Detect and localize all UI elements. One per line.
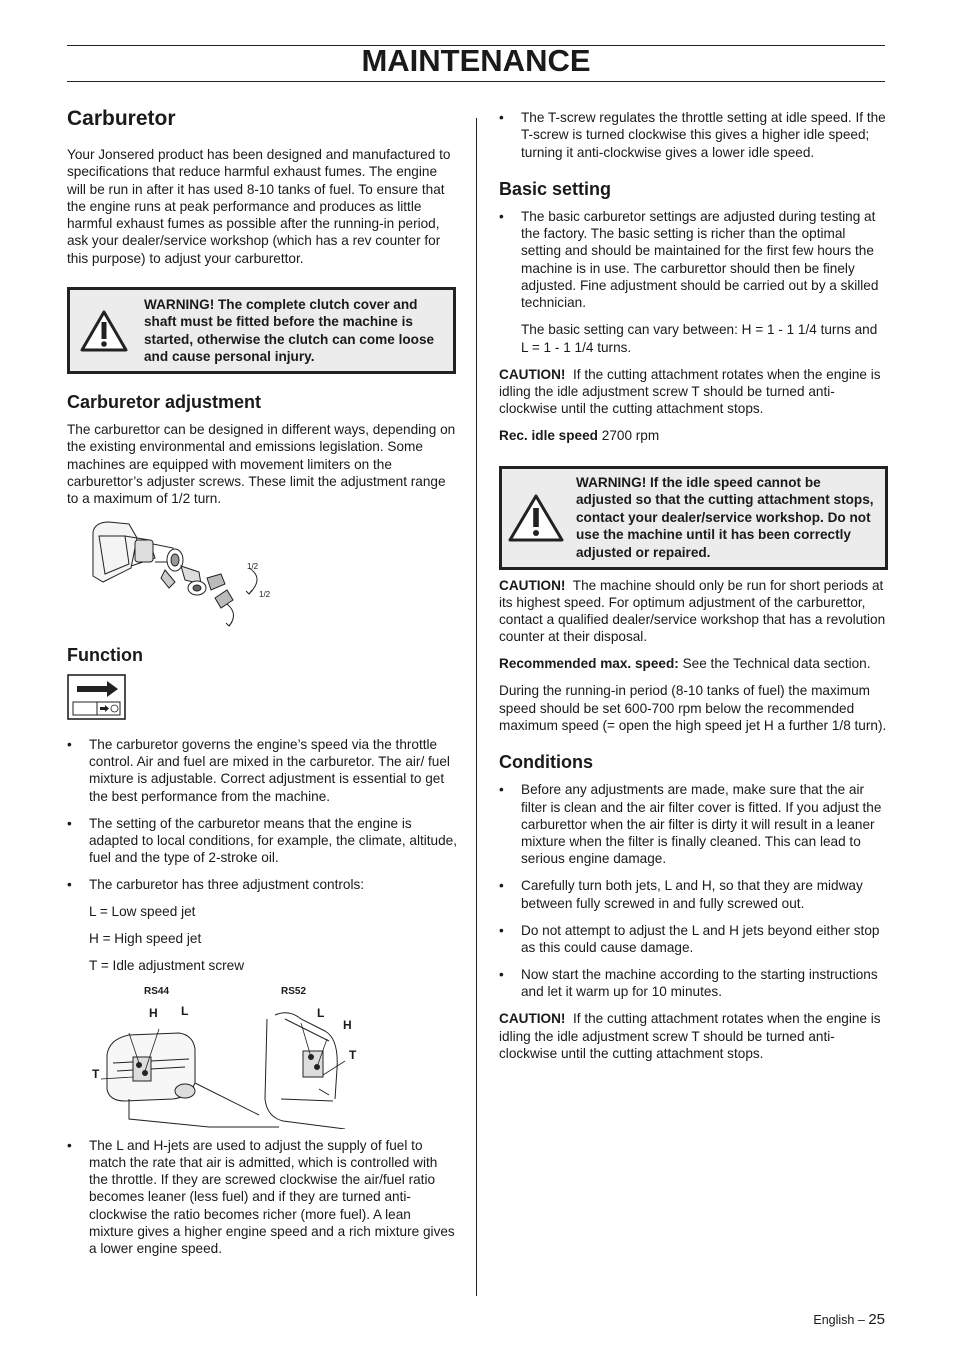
page-number: 25 [868,1311,885,1328]
rs44-label: RS44 [144,985,170,997]
rec-max-paragraph [499,655,887,672]
caution-label: CAUTION! [499,1011,566,1027]
function-heading: Function [67,644,143,665]
footer-language: English [813,1313,855,1327]
rs52-label: RS52 [281,985,307,997]
function-bullet-1: • The carburetor governs the engine’s speed via the throttle control. Air and fuel are mixed in the carburetor. The air/ fuel mixture is adjustable. Correct adjustment is essential to get the best performance from the machine. [67,736,450,804]
conditions-heading: Conditions [499,752,593,773]
left-column [67,106,457,1267]
conditions-bullet-2: • Carefully turn both jets, L and H, so that they are midway between fully screwed in and fully screwed out. [499,878,863,911]
running-in-paragraph: During the running-in period (8-10 tanks of fuel) the maximum speed should be set 600-700 rpm below the recommended maximum speed (= open the high speed jet H a further 1/8 turn). [499,683,887,733]
conditions-bullet-3: • Do not attempt to adjust the L and H jets beyond either stop as this could cause damage. [499,922,880,956]
rs52-letter-h: H [343,1017,352,1032]
caution-label: CAUTION! [499,577,566,593]
caution-max-paragraph: CAUTION! The machine should only be run for short periods at its highest speed. For optimum adjustment of the carburettor, contact a qualified dealer/service workshop that has a revolution counter at their disposal. [499,577,886,645]
header-rule-bottom [67,81,885,82]
conditions-bullets [499,781,887,1000]
footer-dash: – [857,1313,865,1327]
limiter-illustration [89,518,289,630]
warning-box-clutch [67,287,456,374]
arrow-manual-icon [67,674,457,724]
warning-box-idle [499,466,888,570]
basic-bullet: • The basic carburetor settings are adjusted during testing at the factory. The basic setting is richer than the optimal setting and should be maintained for the first few hours the machine is in use. The carburettor should then be finely adjusted. Fine adjustment should be carried out by a skilled technician. [499,208,879,311]
basic-setting-heading: Basic setting [499,178,612,199]
rec-max-label: Recommended max. speed: [499,656,679,672]
tscrew-bullets [499,109,887,161]
limiter-label-2: 1/2 [259,589,271,599]
warning-triangle-icon [506,493,566,543]
conditions-bullet-1: • Before any adjustments are made, make sure that the air filter is clean and the air filter cover is fitted. If you adjust the carburettor when the air filter is dirty it will result in a leaner mixture when the filter is finally cleaned. This can lead to serious engine damage. [499,782,882,867]
caution-conditions-paragraph: CAUTION! If the cutting attachment rotates when the engine is idling the idle adjustment screw T should be turned anti-clockwise until the cutting attachment stops. [499,1011,881,1061]
carburetor-heading: Carburetor [67,107,176,130]
control-low-speed: L = Low speed jet [89,904,196,920]
function-bullet-2: • The setting of the carburetor means that the engine is adapted to local conditions, for example, the climate, altitude, fuel and the type of 2-stroke oil. [67,815,458,866]
control-high-speed: H = High speed jet [89,931,202,947]
function-bullets [67,736,457,894]
page-title: MAINTENANCE [361,43,591,78]
jets-bullet: • The L and H-jets are used to adjust the supply of fuel to match the rate that air is admitted, which is controlled with the throttle. If they are screwed clockwise the air/fuel ratio becomes leaner (less fuel) and if they are turned anti-clockwise the ratio becomes richer (more fuel). A lean mixture gives a higher engine speed and a rich mixture gives a lower engine speed. [67,1137,455,1257]
warning-triangle-icon [74,309,134,353]
rec-idle-label: Rec. idle speed [499,428,598,444]
limiter-label-1: 1/2 [247,561,259,571]
rs44-letter-t: T [92,1066,100,1081]
warning-text-idle: WARNING! If the idle speed cannot be adjusted so that the cutting attachment stops, contact your dealer/service workshop. Do not use the machine until it has been correctly adjusted or repaired. [576,474,874,560]
rec-idle-paragraph [499,427,887,444]
rec-max-value: See the Technical data section. [682,656,871,672]
tscrew-bullet: • The T-screw regulates the throttle setting at idle speed. If the T-screw is turned clockwise this gives a higher idle speed; turning it anti-clockwise gives a lower idle speed. [499,110,886,160]
rec-idle-value: 2700 rpm [601,428,660,444]
limiter-figure [89,518,289,630]
rs44-letter-h: H [149,1005,158,1020]
intro-paragraph: Your Jonsered product has been designed and manufactured to specifications that reduce harmful exhaust fumes. The engine will be run in after it has used 8-10 tanks of fuel. To ensure that the engine runs at peak performance and produces as little harmful exhaust fumes as possible after the running-in period, ask your dealer/service workshop (which has a rev counter for this purpose) to adjust your carburettor. [67,147,451,266]
rs-models-illustration [89,979,389,1129]
caution-idle-paragraph: CAUTION! If the cutting attachment rotates when the engine is idling the idle adjustment screw T should be turned anti-clockwise until the cutting attachment stops. [499,366,881,417]
control-idle-screw: T = Idle adjustment screw [89,958,245,974]
caution-label: CAUTION! [499,366,566,382]
carburetor-adjustment-heading: Carburetor adjustment [67,392,262,413]
jets-bullets [67,1137,457,1258]
basic-bullets [499,208,887,312]
conditions-bullet-4: • Now start the machine according to the starting instructions and let it warm up for 10 minutes. [499,967,878,1000]
warning-text-clutch: WARNING! The complete clutch cover and shaft must be fitted before the machine is started, otherwise the clutch can come loose and cause personal injury. [144,296,435,365]
rs52-letter-t: T [349,1047,357,1062]
column-divider [476,118,477,1296]
right-column [499,109,887,1072]
rs-models-figure [89,979,389,1129]
function-bullet-3: • The carburetor has three adjustment controls: [67,877,365,893]
page-footer [813,1311,885,1328]
basic-range: The basic setting can vary between: H = 1 - 1 1/4 turns and L = 1 - 1 1/4 turns. [521,322,878,355]
rs44-letter-l: L [181,1003,189,1018]
adjustment-paragraph: The carburettor can be designed in different ways, depending on the existing environmental and emissions legislation. Some machines are equipped with movement limiters on the carburettor’s adjuster screws. These limit the adjustment range to a maximum of 1/2 turn. [67,422,456,507]
rs52-letter-l: L [317,1005,325,1020]
